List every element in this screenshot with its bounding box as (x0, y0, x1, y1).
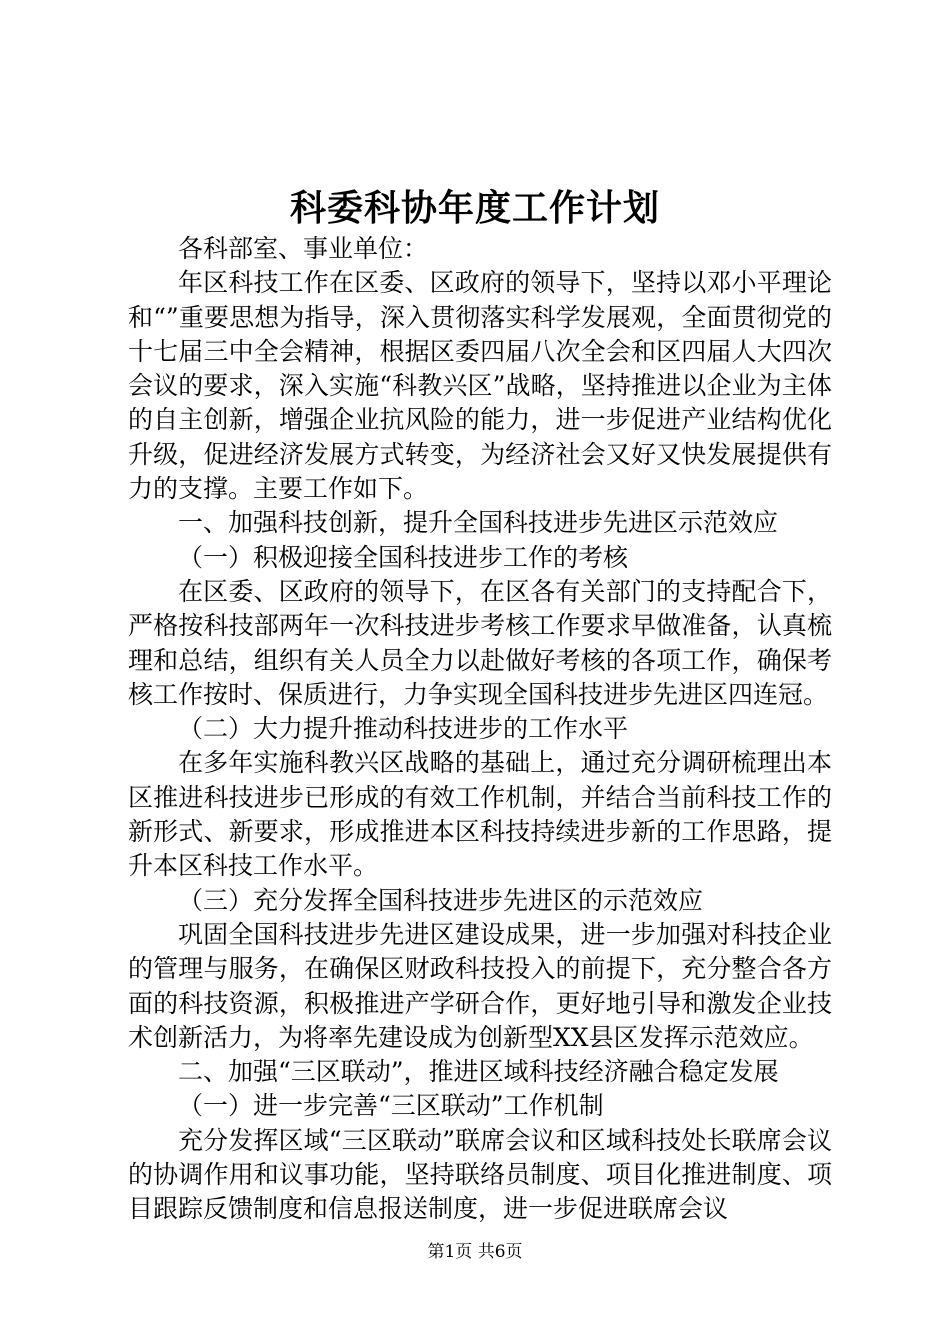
paragraph-2-1: 充分发挥区域“三区联动”联席会议和区域科技处长联席会议的协调作用和议事功能，坚持联络员制度、项目化推进制度、项目跟踪反馈制度和信息报送制度，进一步促进联席会议 (128, 1125, 832, 1224)
document-body (128, 232, 832, 1227)
document-title: 科委科协年度工作计划 (289, 187, 660, 229)
section-heading-2: 二、加强“三区联动”，推进区域科技经济融合稳定发展 (178, 1057, 779, 1087)
paragraph-1-1: 在区委、区政府的领导下，在区各有关部门的支持配合下，严格按科技部两年一次科技进步考核工作要求早做准备，认真梳理和总结，组织有关人员全力以赴做好考核的各项工作，确保考核工作按时、保质进行，力争实现全国科技进步先进区四连冠。 (128, 576, 832, 709)
section-heading-1: 一、加强科技创新，提升全国科技进步先进区示范效应 (178, 508, 779, 538)
subsection-heading-1-1: （一）积极迎接全国科技进步工作的考核 (178, 542, 629, 572)
subsection-heading-2-1: （一）进一步完善“三区联动”工作机制 (178, 1091, 604, 1121)
paragraph-1-2: 在多年实施科教兴区战略的基础上，通过充分调研梳理出本区推进科技进步已形成的有效工作机制，并结合当前科技工作的新形式、新要求，形成推进本区科技持续进步新的工作思路，提升本区科技工作水平。 (128, 748, 832, 881)
salutation: 各科部室、事业单位： (178, 234, 429, 263)
subsection-heading-1-2: （二）大力提升推动科技进步的工作水平 (178, 714, 629, 744)
page-footer: 第1页 共6页 (427, 1242, 523, 1262)
subsection-heading-1-3: （三）充分发挥全国科技进步先进区的示范效应 (178, 885, 704, 915)
paragraph-1-3: 巩固全国科技进步先进区建设成果，进一步加强对科技企业的管理与服务，在确保区财政科技投入的前提下，充分整合各方面的科技资源，积极推进产学研合作，更好地引导和激发企业技术创新活力，为将率先建设成为创新型XX县区发挥示范效应。 (128, 919, 832, 1052)
paragraph-intro: 年区科技工作在区委、区政府的领导下，坚持以邓小平理论和“”重要思想为指导，深入贯彻落实科学发展观，全面贯彻党的十七届三中全会精神，根据区委四届八次全会和区四届人大四次会议的要求，深入实施“科教兴区”战略，坚持推进以企业为主体的自主创新，增强企业抗风险的能力，进一步促进产业结构优化升级，促进经济发展方式转变，为经济社会又好又快发展提供有力的支撑。主要工作如下。 (128, 268, 832, 504)
